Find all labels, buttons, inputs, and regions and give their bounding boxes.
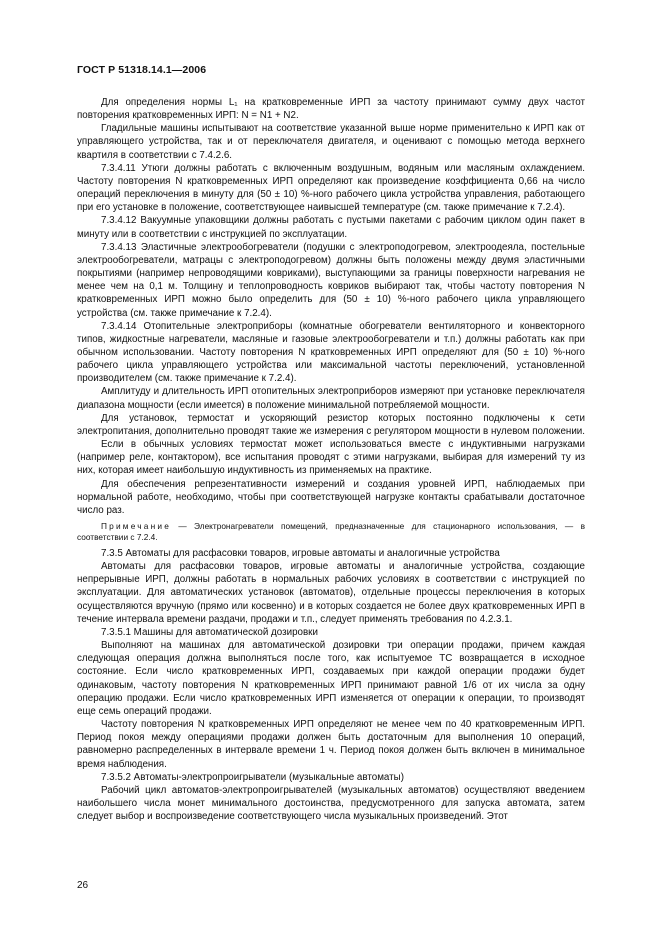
paragraph: Частоту повторения N кратковременных ИРП определяют не менее чем по 40 кратковременным ИРП. Период покоя между операциями продажи должен быть достаточным для выполнения 10 операций, равномерно распределенных в интервале времени 1 ч. Период покоя должен быть включен в минимальное время наблюдения. (77, 719, 585, 770)
document-body (77, 96, 585, 823)
page-number: 26 (77, 880, 89, 891)
paragraph: Для установок, термостат и ускоряющий резистор которых постоянно подключены к сети электропитания, дополнительно проводят такие же измерения с регулятором мощности в нулевом положении. (77, 412, 585, 437)
document-header: ГОСТ Р 51318.14.1—2006 (77, 64, 207, 76)
paragraph: 7.3.4.14 Отопительные электроприборы (комнатные обогреватели вентиляторного и конвекторного типов, жидкостные нагреватели, масляные и газовые электрообогреватели и т.п.) должны работать как при обычном использовании. Частоту повторения N кратковременных ИРП определяют для (50 ± 10) %-ного рабочего цикла управляющего устройства или максимальной частоты переключений, установленной производителем (см. также примечание к 7.2.4). (77, 320, 585, 385)
paragraph: Для обеспечения репрезентативности измерений и создания уровней ИРП, наблюдаемых при нормальной работе, необходимо, чтобы при соответствующей нагрузке контакты срабатывали достаточное число раз. (77, 478, 585, 516)
paragraph: Гладильные машины испытывают на соответствие указанной выше норме применительно к ИРП как от управляющего устройства, так и от переключателя двигателя, и оценивают с помощью метода верхнего квартиля в соответствии с 7.4.2.6. (77, 123, 585, 161)
paragraph: Рабочий цикл автоматов-электропроигрывателей (музыкальных автоматов) осуществляют введением наибольшего числа монет минимального достоинства, предусмотренного для запуска автомата, затем следует выбор и воспроизведение соответствующего числа музыкальных произведений. Этот (77, 784, 585, 823)
paragraph: Амплитуду и длительность ИРП отопительных электроприборов измеряют при установке переключателя диапазона мощности (если имеется) в положение минимальной потребляемой мощности. (77, 386, 585, 411)
paragraph: 7.3.4.13 Эластичные электрообогреватели (подушки с электроподогревом, электроодеяла, постельные электрообогреватели, матрацы с электроподогревом) должны быть положены между двумя эластичными покрытиями (например непроводящими ковриками), выступающими за границы поверхности нагревания не менее чем на 0,1 м. Толщину и теплопроводность ковриков выбирают так, чтобы частоту повторения N кратковременных ИРП можно было определить для (50 ± 10) %-ного рабочего цикла управляющего устройства (см. также примечание к 7.2.4). (77, 241, 585, 319)
section-heading: 7.3.5 Автоматы для расфасовки товаров, игровые автоматы и аналогичные устройства (101, 548, 500, 559)
section-heading: 7.3.5.1 Машины для автоматической дозировки (101, 626, 318, 638)
paragraph: Для определения нормы L₁ на кратковременные ИРП за частоту принимают сумму двух частот повторения кратковременных ИРП: N = N1 + N2. (77, 97, 585, 122)
paragraph: Автоматы для расфасовки товаров, игровые автоматы и аналогичные устройства, создающие непрерывные ИРП, должны работать в нормальных рабочих условиях в соответствии с инструкцией по эксплуатации. Для автоматических установок (автоматов), отдельные процессы переключения в которых осуществляются вручную (прямо или косвенно) и в которых создается не более двух кратковременных ИРП в течение интервала времени раздачи, продажи и т.п., следует применять требования по 4.2.3.1. (77, 561, 585, 625)
note (77, 521, 585, 543)
note-label: Примечание (101, 521, 172, 531)
note-text: — Электронагреватели помещений, предназначенные для стационарного использования, — в соответствии с 7.2.4. (77, 521, 585, 542)
paragraph: Если в обычных условиях термостат может использоваться вместе с индуктивными нагрузками (например реле, контактором), все испытания проводят с этими нагрузками, выбирая для измерений ту из них, которая имеет наибольшую индуктивность из применяемых на практике. (77, 439, 585, 477)
section-heading: 7.3.5.2 Автоматы-электропроигрыватели (музыкальные автоматы) (101, 771, 404, 783)
paragraph: 7.3.4.11 Утюги должны работать с включенным воздушным, водяным или масляным охлаждением. Частоту повторения N кратковременных ИРП определяют как произведение коэффициента 0,66 на число операций переключения в минуту для (50 ± 10) %-ного рабочего цикла устройства управления, работающего при его установке в положение, соответствующее наивысшей температуре (см. также примечание к 7.2.4). (77, 162, 585, 214)
paragraph: 7.3.4.12 Вакуумные упаковщики должны работать с пустыми пакетами с рабочим циклом один пакет в минуту или в соответствии с инструкцией по эксплуатации. (77, 215, 585, 240)
paragraph: Выполняют на машинах для автоматической дозировки три операции продажи, причем каждая следующая операция должна выполняться после того, как испытуемое ТС возвращается в исходное состояние. Если число кратковременных ИРП, создаваемых при каждой операции продажи будет одинаковым, частоту повторения N кратковременных ИРП принимают равной 1/6 от их числа за одну операцию продажи. Если число кратковременных ИРП изменяется от операции к операции, то производят еще семь операций продажи. (77, 640, 585, 717)
